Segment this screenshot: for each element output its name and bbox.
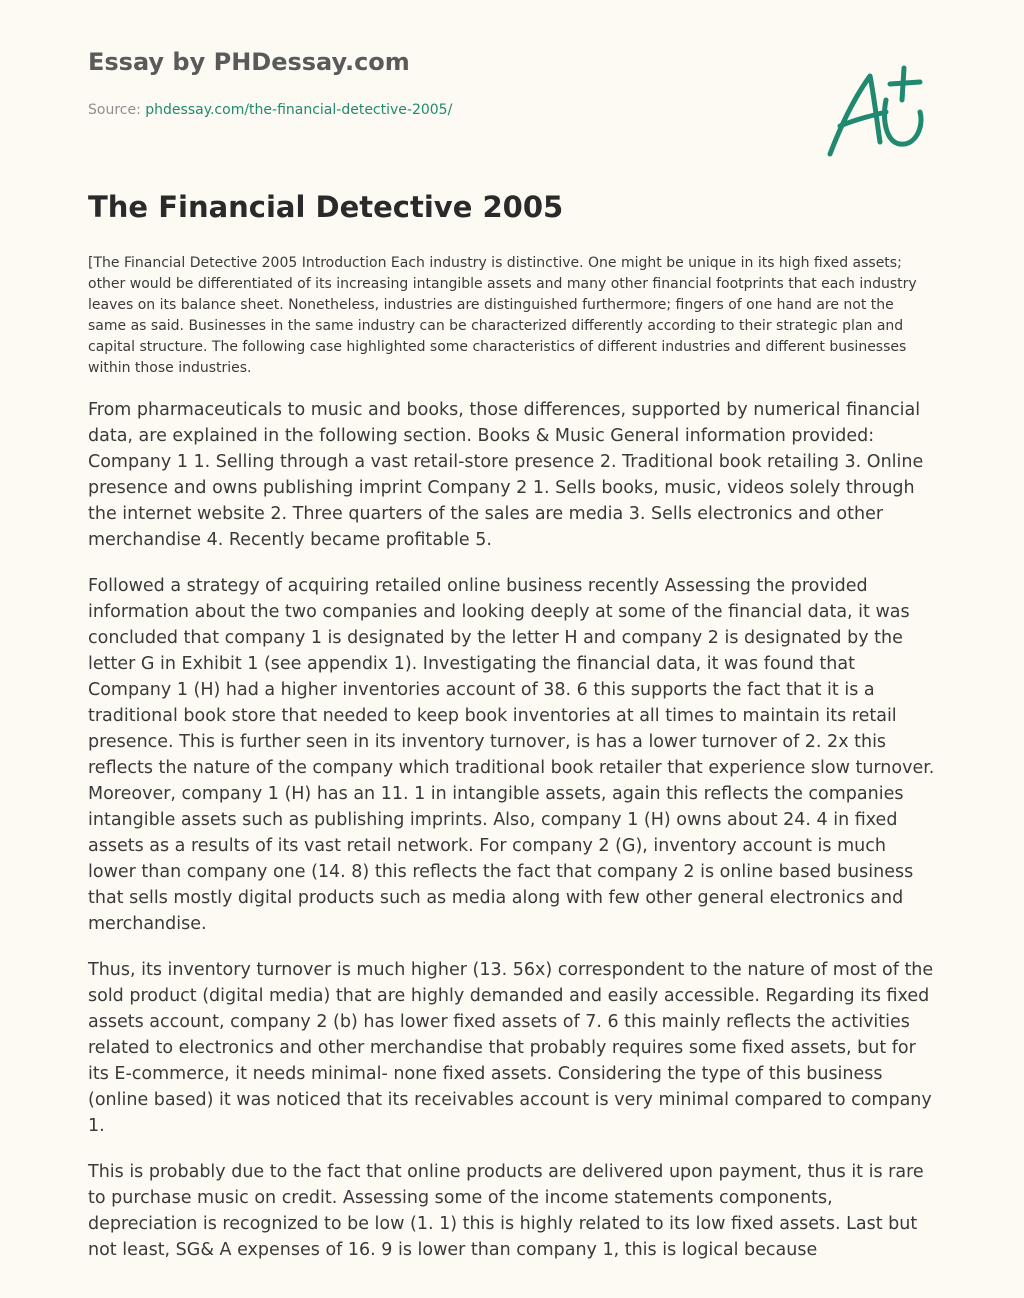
body-paragraph: Followed a strategy of acquiring retailed online business recently Assessing the provided information about the two companies and looking deeply at some of the financial data, it was concluded that company 1 is designated by the letter H and company 2 is designated by the letter G in Exhibit 1 (see appendix 1). Investigating the financial data, it was found that Company 1 (H) had a higher inventories account of 38. 6 this supports the fact that it is a traditional book store that needed to keep book inventories at all times to maintain its retail presence. This is further seen in its inventory turnover, is has a lower turnover of 2. 2x this reflects the nature of the company which traditional book retailer that experience slow turnover. Moreover, company 1 (H) has an 11. 1 in intangible assets, again this reflects the companies intangible assets such as publishing imprints. Also, company 1 (H) owns about 24. 4 in fixed assets as a results of its vast retail network. For company 2 (G), inventory account is much lower than company one (14. 8) this reflects the fact that company 2 is online based business that sells mostly digital products such as media along with few other general electronics and merchandise.	[88, 576, 935, 934]
source-link[interactable]: phdessay.com/the-financial-detective-2005/	[145, 102, 453, 118]
source-line	[88, 102, 452, 118]
a-plus-grade-logo-icon	[824, 62, 928, 162]
article-body	[88, 397, 936, 1260]
body-paragraph: This is probably due to the fact that online products are delivered upon payment, thus it is rare to purchase music on credit. Assessing some of the income statements components, depreciation is recognized to be low (1. 1) this is highly related to its low fixed assets. Last but not least, SG& A expenses of 16. 9 is lower than company 1, this is logical because	[88, 1162, 924, 1260]
article-title: The Financial Detective 2005	[88, 190, 564, 224]
article-intro: [The Financial Detective 2005 Introduction Each industry is distinctive. One might be unique in its high fixed assets; other would be differentiated of its increasing intangible assets and many other financial footprints that each industry leaves on its balance sheet. Nonetheless, industries are distinguished furthermore; fingers of one hand are not the same as said. Businesses in the same industry can be characterized differently according to their strategic plan and capital structure. The following case highlighted some characteristics of different industries and different businesses within those industries.	[88, 255, 917, 376]
body-paragraph: Thus, its inventory turnover is much higher (13. 56x) correspondent to the nature of most of the sold product (digital media) that are highly demanded and easily accessible. Regarding its fixed assets account, company 2 (b) has lower fixed assets of 7. 6 this mainly reflects the activities related to electronics and other merchandise that probably requires some fixed assets, but for its E-commerce, it needs minimal- none fixed assets. Considering the type of this business (online based) it was noticed that its receivables account is very minimal compared to company 1.	[88, 960, 934, 1136]
body-paragraph: From pharmaceuticals to music and books, those differences, supported by numerical financial data, are explained in the following section. Books & Music General information provided: Company 1 1. Selling through a vast retail-store presence 2. Traditional book retailing 3. Online presence and owns publishing imprint Company 2 1. Sells books, music, videos solely through the internet website 2. Three quarters of the sales are media 3. Sells electronics and other merchandise 4. Recently became profitable 5.	[88, 400, 924, 550]
site-brand: Essay by PHDessay.com	[88, 48, 410, 76]
source-label: Source:	[88, 102, 146, 118]
essay-page	[88, 0, 936, 1298]
